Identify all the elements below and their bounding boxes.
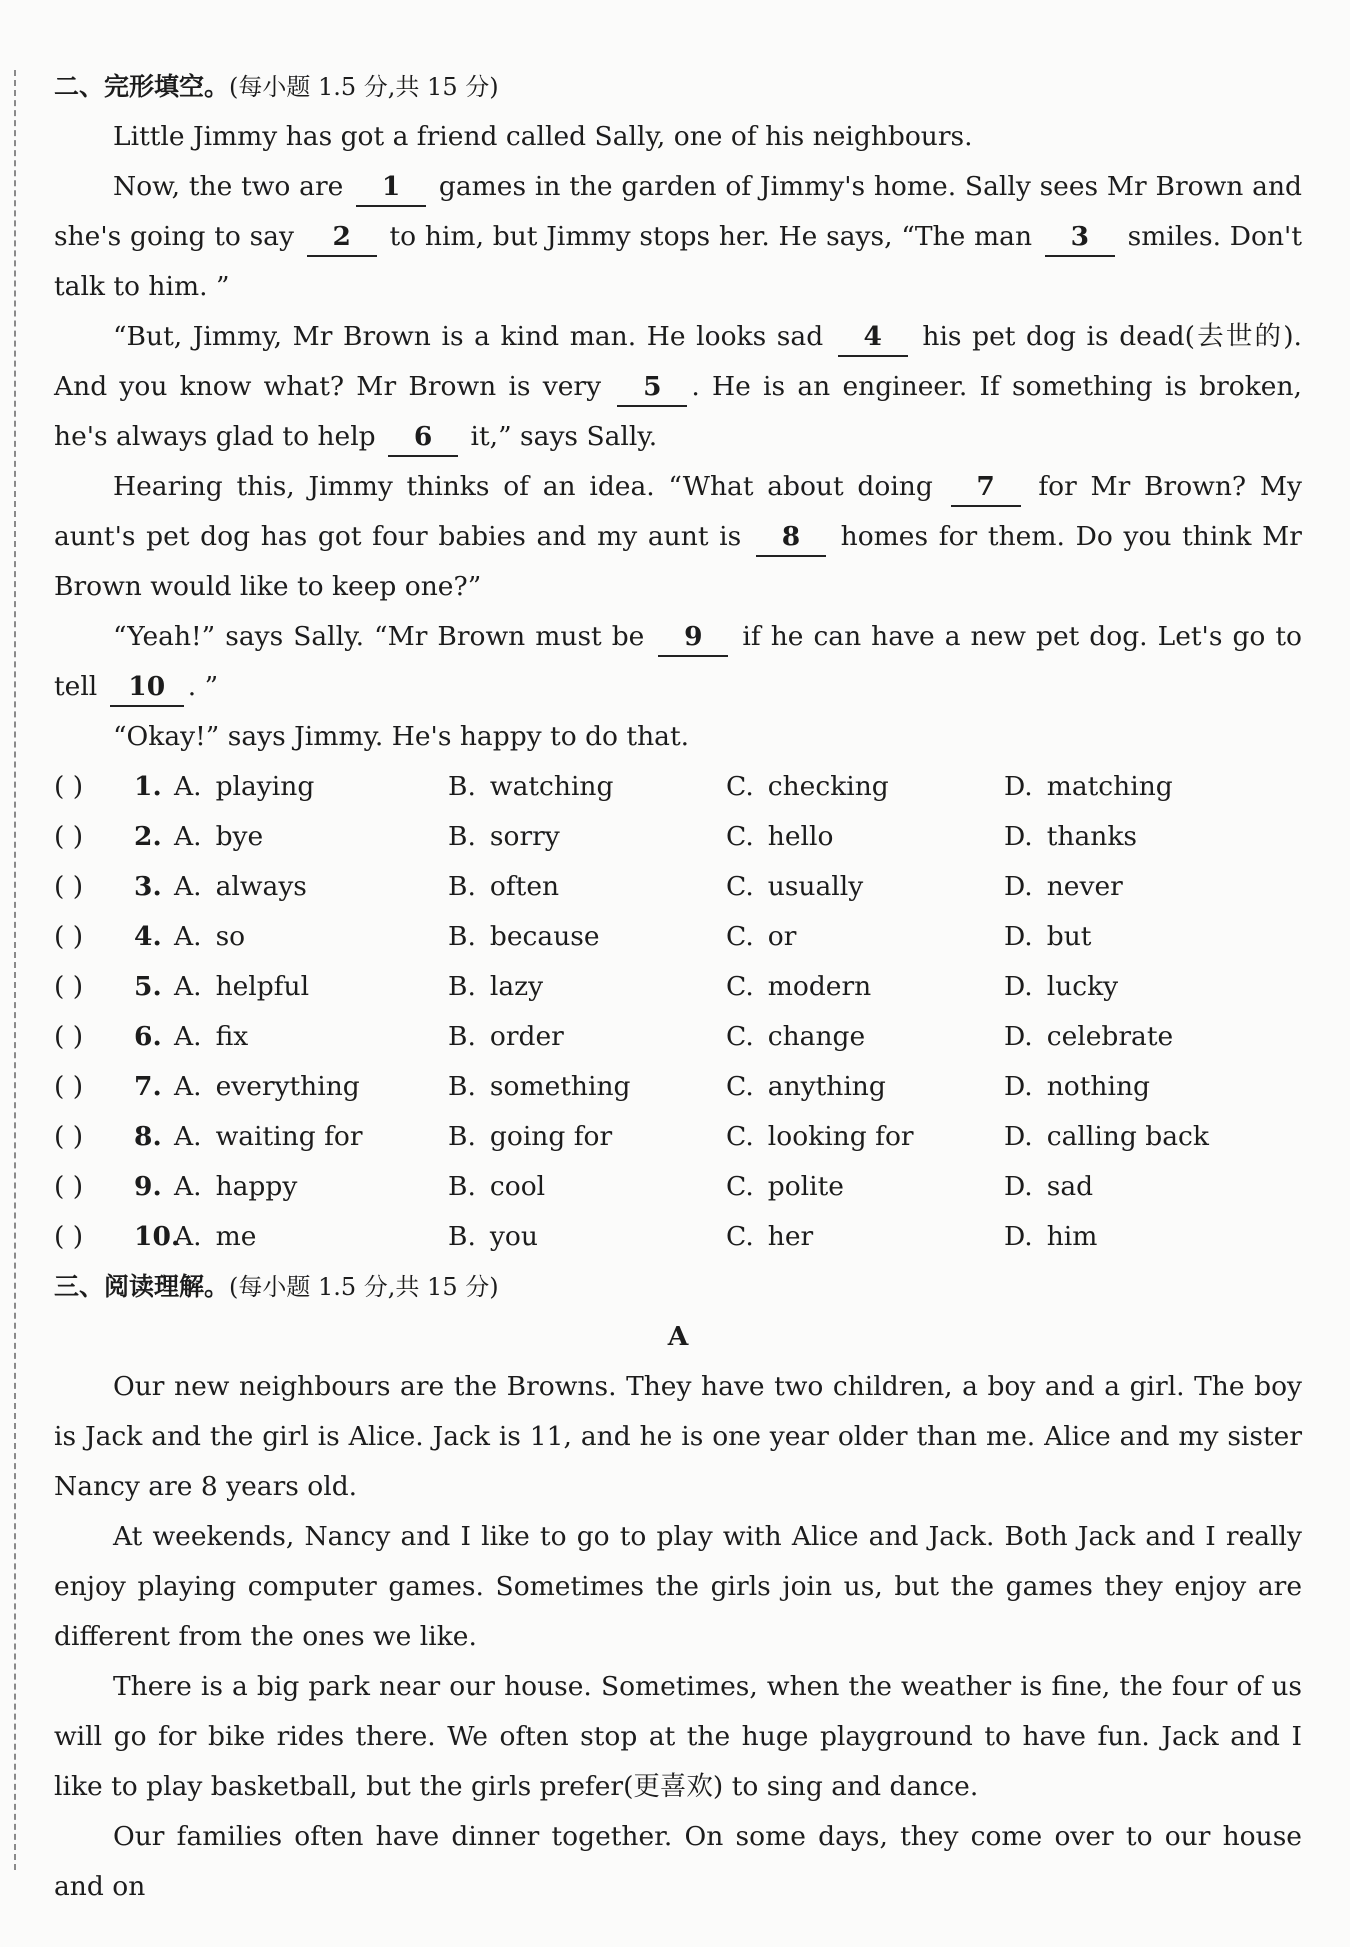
option-c[interactable] xyxy=(726,812,1004,862)
option-d[interactable] xyxy=(1004,762,1282,812)
question-row xyxy=(54,1212,1302,1262)
option-text: celebrate xyxy=(1046,1021,1174,1052)
option-text: waiting for xyxy=(215,1121,363,1152)
cloze-text: games in the garden of Jimmy's home. Sally sees Mr Brown and she's going to say xyxy=(54,171,1302,252)
option-text: order xyxy=(489,1021,564,1052)
option-d[interactable] xyxy=(1004,912,1282,962)
option-b[interactable] xyxy=(448,1162,726,1212)
option-text: everything xyxy=(215,1071,360,1102)
option-letter: C. xyxy=(726,921,754,952)
option-letter: A. xyxy=(174,921,202,952)
option-text: always xyxy=(215,871,307,902)
option-letter: C. xyxy=(726,971,754,1002)
option-letter: B. xyxy=(448,1221,476,1252)
reading-paragraph-2: At weekends, Nancy and I like to go to play with Alice and Jack. Both Jack and I really enjoy playing computer games. Sometimes the girls join us, but the games they enjoy are different from the ones we like. xyxy=(54,1521,1302,1652)
option-text: lazy xyxy=(489,971,544,1002)
option-letter: D. xyxy=(1004,821,1033,852)
option-letter: B. xyxy=(448,1171,476,1202)
answer-box[interactable]: ( ) xyxy=(54,1121,84,1152)
option-a[interactable] xyxy=(174,962,448,1012)
reading-part-title: A xyxy=(667,1321,689,1352)
cloze-text: homes for them. Do you think Mr Brown would like to keep one?” xyxy=(54,521,1302,602)
option-c[interactable] xyxy=(726,862,1004,912)
answer-box[interactable]: ( ) xyxy=(54,921,84,952)
option-letter: B. xyxy=(448,771,476,802)
section-3-heading xyxy=(54,1262,1302,1312)
blank-3[interactable]: 3 xyxy=(1045,219,1115,257)
question-row xyxy=(54,912,1302,962)
option-b[interactable] xyxy=(448,762,726,812)
option-text: but xyxy=(1046,921,1092,952)
option-text: happy xyxy=(215,1171,298,1202)
option-text: or xyxy=(767,921,797,952)
cloze-text: his pet dog is dead(去世的). And you know what? Mr Brown is very xyxy=(54,321,1302,402)
cloze-text: smiles. Don't talk to him. ” xyxy=(54,221,1302,302)
question-row xyxy=(54,862,1302,912)
answer-box[interactable]: ( ) xyxy=(54,1221,84,1252)
option-letter: D. xyxy=(1004,971,1033,1002)
blank-10[interactable]: 10 xyxy=(110,669,184,707)
option-letter: C. xyxy=(726,1071,754,1102)
question-number: 10. xyxy=(134,1221,181,1252)
option-text: sorry xyxy=(489,821,560,852)
question-row xyxy=(54,1062,1302,1112)
option-text: change xyxy=(767,1021,866,1052)
answer-box[interactable]: ( ) xyxy=(54,971,84,1002)
option-d[interactable] xyxy=(1004,862,1282,912)
option-a[interactable] xyxy=(174,1162,448,1212)
answer-box[interactable]: ( ) xyxy=(54,821,84,852)
option-a[interactable] xyxy=(174,1062,448,1112)
option-b[interactable] xyxy=(448,862,726,912)
option-text: something xyxy=(489,1071,631,1102)
option-letter: D. xyxy=(1004,921,1033,952)
question-row xyxy=(54,762,1302,812)
option-d[interactable] xyxy=(1004,812,1282,862)
question-number: 5. xyxy=(134,971,162,1002)
option-text: her xyxy=(767,1221,814,1252)
option-c[interactable] xyxy=(726,1212,1004,1262)
answer-box[interactable]: ( ) xyxy=(54,871,84,902)
option-text: thanks xyxy=(1046,821,1137,852)
option-letter: D. xyxy=(1004,871,1033,902)
blank-9[interactable]: 9 xyxy=(658,619,728,657)
option-text: me xyxy=(215,1221,257,1252)
option-a[interactable] xyxy=(174,1112,448,1162)
option-letter: C. xyxy=(726,1221,754,1252)
option-letter: C. xyxy=(726,821,754,852)
cloze-text: “But, Jimmy, Mr Brown is a kind man. He looks sad xyxy=(113,321,824,352)
cloze-paragraph-1: Little Jimmy has got a friend called Sally, one of his neighbours. xyxy=(113,121,973,152)
option-letter: A. xyxy=(174,971,202,1002)
answer-box[interactable]: ( ) xyxy=(54,771,84,802)
option-b[interactable] xyxy=(448,1062,726,1112)
option-text: anything xyxy=(767,1071,886,1102)
answer-box[interactable]: ( ) xyxy=(54,1071,84,1102)
question-number: 3. xyxy=(134,871,162,902)
option-b[interactable] xyxy=(448,1012,726,1062)
option-text: him xyxy=(1046,1221,1098,1252)
cloze-text: to him, but Jimmy stops her. He says, “The man xyxy=(389,221,1033,252)
section-3-title: 三、阅读理解。 xyxy=(54,1272,230,1301)
answer-box[interactable]: ( ) xyxy=(54,1021,84,1052)
option-text: because xyxy=(489,921,600,952)
question-number: 7. xyxy=(134,1071,162,1102)
option-text: fix xyxy=(215,1021,249,1052)
option-c[interactable] xyxy=(726,1112,1004,1162)
option-text: hello xyxy=(767,821,834,852)
option-text: going for xyxy=(489,1121,613,1152)
cloze-paragraph-4 xyxy=(54,462,1302,612)
blank-1[interactable]: 1 xyxy=(356,169,426,207)
option-b[interactable] xyxy=(448,1212,726,1262)
option-d[interactable] xyxy=(1004,1012,1282,1062)
option-text: matching xyxy=(1046,771,1173,802)
option-text: checking xyxy=(767,771,889,802)
option-letter: C. xyxy=(726,1171,754,1202)
option-text: looking for xyxy=(767,1121,914,1152)
cloze-text: Now, the two are xyxy=(113,171,344,202)
option-letter: D. xyxy=(1004,1071,1033,1102)
cloze-text: . ” xyxy=(187,671,219,702)
cloze-text: Hearing this, Jimmy thinks of an idea. “What about doing xyxy=(113,471,933,502)
question-number: 4. xyxy=(134,921,162,952)
option-letter: C. xyxy=(726,1121,754,1152)
option-letter: B. xyxy=(448,821,476,852)
blank-8[interactable]: 8 xyxy=(756,519,826,557)
binding-margin-line xyxy=(14,70,16,1870)
option-text: you xyxy=(489,1221,538,1252)
blank-7[interactable]: 7 xyxy=(951,469,1021,507)
reading-paragraph-1: Our new neighbours are the Browns. They have two children, a boy and a girl. The boy is Jack and the girl is Alice. Jack is 11, and he is one year older than me. Alice and my sister Nancy are 8 years old. xyxy=(54,1371,1302,1502)
option-letter: A. xyxy=(174,1071,202,1102)
section-3-score: (每小题 1.5 分,共 15 分) xyxy=(229,1273,499,1301)
question-list xyxy=(54,762,1302,1262)
option-d[interactable] xyxy=(1004,1112,1282,1162)
section-2-score: (每小题 1.5 分,共 15 分) xyxy=(229,73,499,101)
option-letter: B. xyxy=(448,921,476,952)
option-letter: C. xyxy=(726,1021,754,1052)
option-letter: A. xyxy=(174,1121,202,1152)
reading-paragraph-3: There is a big park near our house. Sometimes, when the weather is fine, the four of us will go for bike rides there. We often stop at the huge playground to have fun. Jack and I like to play basketball, but the girls prefer(更喜欢) to sing and dance. xyxy=(54,1671,1302,1802)
option-letter: D. xyxy=(1004,1021,1033,1052)
option-text: nothing xyxy=(1046,1071,1150,1102)
option-c[interactable] xyxy=(726,962,1004,1012)
option-a[interactable] xyxy=(174,862,448,912)
cloze-paragraph-5 xyxy=(54,612,1302,712)
option-letter: D. xyxy=(1004,1121,1033,1152)
option-b[interactable] xyxy=(448,962,726,1012)
option-text: modern xyxy=(767,971,872,1002)
option-letter: A. xyxy=(174,821,202,852)
blank-2[interactable]: 2 xyxy=(307,219,377,257)
cloze-text: for Mr Brown? My aunt's pet dog has got four babies and my aunt is xyxy=(54,471,1302,552)
question-row xyxy=(54,1162,1302,1212)
option-text: bye xyxy=(215,821,264,852)
option-c[interactable] xyxy=(726,1012,1004,1062)
option-letter: D. xyxy=(1004,1171,1033,1202)
question-number: 9. xyxy=(134,1171,162,1202)
option-text: usually xyxy=(767,871,864,902)
option-letter: A. xyxy=(174,1221,202,1252)
cloze-text: . He is an engineer. If something is broken, he's always glad to help xyxy=(54,371,1302,452)
option-letter: A. xyxy=(174,771,202,802)
option-text: cool xyxy=(489,1171,546,1202)
cloze-paragraph-6: “Okay!” says Jimmy. He's happy to do that. xyxy=(113,721,690,752)
question-row xyxy=(54,1012,1302,1062)
option-b[interactable] xyxy=(448,1112,726,1162)
option-c[interactable] xyxy=(726,1062,1004,1112)
question-number: 2. xyxy=(134,821,162,852)
option-b[interactable] xyxy=(448,812,726,862)
question-row xyxy=(54,962,1302,1012)
option-letter: C. xyxy=(726,871,754,902)
option-d[interactable] xyxy=(1004,1062,1282,1112)
option-b[interactable] xyxy=(448,912,726,962)
option-text: watching xyxy=(489,771,614,802)
option-text: often xyxy=(489,871,560,902)
option-letter: A. xyxy=(174,1171,202,1202)
question-number: 1. xyxy=(134,771,162,802)
option-letter: B. xyxy=(448,1021,476,1052)
question-row xyxy=(54,1112,1302,1162)
section-2-title: 二、完形填空。 xyxy=(54,72,230,101)
option-text: helpful xyxy=(215,971,310,1002)
option-text: lucky xyxy=(1046,971,1119,1002)
question-number: 8. xyxy=(134,1121,162,1152)
blank-5[interactable]: 5 xyxy=(617,369,687,407)
option-a[interactable] xyxy=(174,812,448,862)
option-a[interactable] xyxy=(174,762,448,812)
cloze-paragraph-2 xyxy=(54,162,1302,312)
option-letter: B. xyxy=(448,971,476,1002)
option-d[interactable] xyxy=(1004,962,1282,1012)
option-text: polite xyxy=(767,1171,844,1202)
cloze-text: “Yeah!” says Sally. “Mr Brown must be xyxy=(113,621,645,652)
option-letter: D. xyxy=(1004,1221,1033,1252)
option-letter: B. xyxy=(448,1071,476,1102)
page-content xyxy=(54,62,1302,1912)
blank-6[interactable]: 6 xyxy=(388,419,458,457)
reading-paragraph-4: Our families often have dinner together. On some days, they come over to our house and on xyxy=(54,1821,1302,1902)
cloze-text: if he can have a new pet dog. Let's go to tell xyxy=(54,621,1302,702)
option-c[interactable] xyxy=(726,762,1004,812)
option-text: so xyxy=(215,921,246,952)
option-letter: B. xyxy=(448,1121,476,1152)
option-a[interactable] xyxy=(174,1012,448,1062)
option-a[interactable] xyxy=(174,1212,448,1262)
cloze-paragraph-3 xyxy=(54,312,1302,462)
option-text: sad xyxy=(1046,1171,1094,1202)
option-a[interactable] xyxy=(174,912,448,962)
section-2-heading xyxy=(54,62,1302,112)
option-c[interactable] xyxy=(726,912,1004,962)
option-text: never xyxy=(1046,871,1123,902)
option-d[interactable] xyxy=(1004,1212,1282,1262)
option-letter: C. xyxy=(726,771,754,802)
option-text: calling back xyxy=(1046,1121,1209,1152)
option-text: playing xyxy=(215,771,315,802)
answer-box[interactable]: ( ) xyxy=(54,1171,84,1202)
option-letter: D. xyxy=(1004,771,1033,802)
option-letter: A. xyxy=(174,1021,202,1052)
question-number: 6. xyxy=(134,1021,162,1052)
option-letter: A. xyxy=(174,871,202,902)
option-c[interactable] xyxy=(726,1162,1004,1212)
option-letter: B. xyxy=(448,871,476,902)
question-row xyxy=(54,812,1302,862)
cloze-text: it,” says Sally. xyxy=(470,421,658,452)
option-d[interactable] xyxy=(1004,1162,1282,1212)
blank-4[interactable]: 4 xyxy=(838,319,908,357)
